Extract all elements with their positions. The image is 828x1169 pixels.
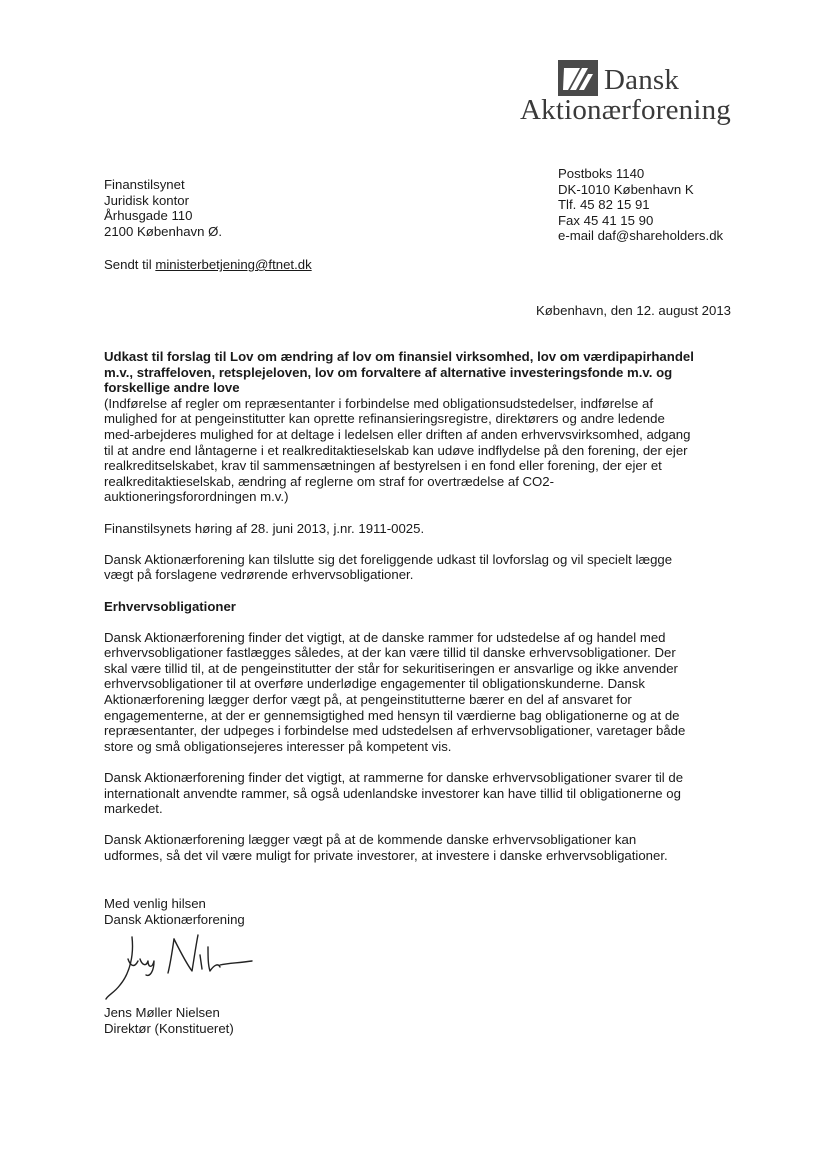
sender-address <box>558 166 723 244</box>
handwritten-signature <box>104 925 264 1005</box>
logo-word-aktionaerforening: Aktionærforening <box>520 94 732 126</box>
sender-line: Tlf. 45 82 15 91 <box>558 197 650 213</box>
letter-subject: Udkast til forslag til Lov om ændring af lov om finansiel virksomhed, lov om værdipapirhandel m.v., straffeloven, retsplejeloven, lov om forvaltere af alternative investeringsfonde m.v. og forskellige andre love <box>104 349 694 396</box>
sent-to-email-link[interactable]: ministerbetjening@ftnet.dk <box>155 257 312 272</box>
sent-to-line <box>104 257 312 273</box>
closing-greeting: Med venlig hilsen <box>104 896 206 911</box>
letterhead-logo <box>520 58 740 130</box>
logo-word-dansk: Dansk <box>604 64 680 96</box>
body-paragraph-3: Dansk Aktionærforening lægger vægt på at de kommende danske erhvervsobligationer kan udformes, så det vil være muligt for private investorer, at investere i danske erhvervsobligationer. <box>104 832 668 863</box>
hearing-reference: Finanstilsynets høring af 28. juni 2013, j.nr. 1911-0025. <box>104 520 425 536</box>
sender-email: e-mail daf@shareholders.dk <box>558 228 724 244</box>
body-paragraph-1: Dansk Aktionærforening finder det vigtigt, at de danske rammer for udstedelse af og handel med erhvervsobligationer fastlægges således, at der kan være tillid til danske erhvervsobligationer. Der skal være tillid til, at de pengeinstitutter der står for sekuritiseringen er ansvarlige og ikke anvender erhvervsobligationer til at overføre underlødige engagementer til obligationskunderne. Dansk Aktionærforening lægger derfor vægt på, at pengeinstitutterne bærer en del af ansvaret for engagementerne, at der er gennemsigtighed med hensyn til værdierne bag obligationerne og at de repræsentanter, der udpeges i forbindelse med udstedelsen af erhvervsobligationer, varetager både store og små obligationsejeres interesser på kompetent vis. <box>104 629 686 754</box>
recipient-line: 2100 København Ø. <box>104 223 223 239</box>
recipient-line: Århusgade 110 <box>104 208 193 224</box>
letter-date: København, den 12. august 2013 <box>535 303 731 318</box>
recipient-line: Finanstilsynet <box>104 177 185 192</box>
sender-line: Fax 45 41 15 90 <box>558 212 654 228</box>
sent-to-prefix: Sendt til <box>104 257 156 272</box>
recipient-line: Juridisk kontor <box>104 192 190 208</box>
sender-line: Postboks 1140 <box>558 166 645 181</box>
subject-detail: (Indførelse af regler om repræsentanter i forbindelse med obligationsudstedelser, indførelse af mulighed for at pengeinstitutter kan oprette refinansieringsregistre, direktørers og andre ledende med-arbejderes mulighed for at deltage i ledelsen eller driften af anden erhvervsvirksomhed, adgang til at andre end låntagerne i et realkreditaktieselskab kan udøve indflydelse på den forening, der ejer realkreditselskabet, krav til sammensætningen af bestyrelsen i en fond eller forening, der ejer et realkreditaktieselskab, ændring af reglerne om straf for overtrædelse af CO2- auktioneringsforordningen m.v.) <box>104 395 691 505</box>
intro-paragraph: Dansk Aktionærforening kan tilslutte sig det foreliggende udkast til lovforslag og vil specielt lægge vægt på forslagene vedrørende erhvervsobligationer. <box>104 551 673 583</box>
signer-block <box>104 1005 234 1036</box>
closing-block <box>104 896 245 927</box>
signer-name: Jens Møller Nielsen <box>104 1005 220 1020</box>
daf-logo-mark-icon <box>558 60 598 96</box>
body-paragraph-2: Dansk Aktionærforening finder det vigtigt, at rammerne for danske erhvervsobligationer svarer til de internationalt anvendte rammer, så også udenlandske investorer kan have tillid til obligationerne og markedet. <box>104 770 684 817</box>
letter-body <box>104 349 734 864</box>
section-heading: Erhvervsobligationer <box>104 598 236 614</box>
sender-line: DK-1010 København K <box>558 181 694 197</box>
signer-title: Direktør (Konstitueret) <box>104 1020 234 1036</box>
closing-organization: Dansk Aktionærforening <box>104 911 245 927</box>
recipient-address <box>104 177 222 239</box>
